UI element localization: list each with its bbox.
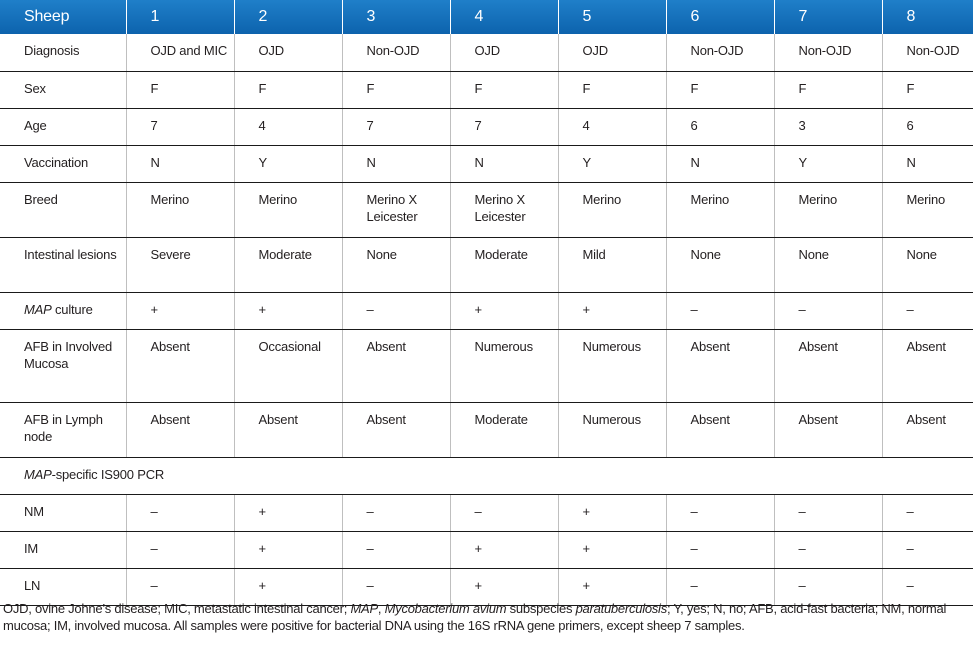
table-cell: Merino bbox=[234, 182, 342, 237]
table-cell: + bbox=[558, 292, 666, 329]
table-header-row bbox=[0, 0, 973, 34]
table-cell: None bbox=[342, 237, 450, 292]
table-cell: N bbox=[126, 145, 234, 182]
table-cell: Absent bbox=[126, 329, 234, 402]
table-cell: F bbox=[450, 71, 558, 108]
table-cell: F bbox=[234, 71, 342, 108]
table-row-diagnosis bbox=[0, 34, 973, 71]
table-cell: – bbox=[126, 494, 234, 531]
table-cell: None bbox=[774, 237, 882, 292]
table-cell: – bbox=[882, 292, 973, 329]
table-cell: – bbox=[774, 531, 882, 568]
footnote-species: Mycobacterium avium bbox=[384, 601, 507, 616]
pcr-title-rest: -specific IS900 PCR bbox=[51, 466, 165, 482]
table-cell: – bbox=[774, 292, 882, 329]
table-cell: F bbox=[558, 71, 666, 108]
table-row-sex bbox=[0, 71, 973, 108]
row-label: Vaccination bbox=[0, 145, 126, 182]
table-cell: – bbox=[882, 568, 973, 605]
table-cell: – bbox=[666, 568, 774, 605]
header-sheep-6: 6 bbox=[666, 0, 774, 34]
row-label-italic: MAP bbox=[24, 301, 52, 317]
table-cell: Absent bbox=[666, 329, 774, 402]
table-cell: Merino bbox=[882, 182, 973, 237]
table-cell: + bbox=[234, 568, 342, 605]
table-cell: Absent bbox=[234, 402, 342, 457]
row-label: AFB in Involved Mucosa bbox=[0, 329, 126, 402]
table-cell: OJD bbox=[558, 34, 666, 71]
table-cell: Numerous bbox=[558, 402, 666, 457]
row-label-rest: culture bbox=[51, 301, 93, 317]
table-cell: 3 bbox=[774, 108, 882, 145]
table-cell: – bbox=[342, 568, 450, 605]
table-cell: Merino X Leicester bbox=[450, 182, 558, 237]
table-cell: Severe bbox=[126, 237, 234, 292]
table-cell: Absent bbox=[882, 402, 973, 457]
table-cell: Mild bbox=[558, 237, 666, 292]
table-cell: OJD bbox=[234, 34, 342, 71]
header-sheep-5: 5 bbox=[558, 0, 666, 34]
table-cell: – bbox=[126, 531, 234, 568]
header-sheep-4: 4 bbox=[450, 0, 558, 34]
table-cell: 7 bbox=[450, 108, 558, 145]
table-cell: – bbox=[342, 494, 450, 531]
table-cell: + bbox=[450, 531, 558, 568]
footnote-part2: , bbox=[377, 601, 385, 616]
table-cell: Merino X Leicester bbox=[342, 182, 450, 237]
pcr-section-title bbox=[0, 457, 973, 494]
row-label: Diagnosis bbox=[0, 34, 126, 71]
table-cell: – bbox=[342, 292, 450, 329]
table-row-vaccination bbox=[0, 145, 973, 182]
table-cell: 7 bbox=[342, 108, 450, 145]
table-cell: 6 bbox=[882, 108, 973, 145]
table-cell: F bbox=[666, 71, 774, 108]
table-cell: N bbox=[882, 145, 973, 182]
table-cell: + bbox=[126, 292, 234, 329]
footnote-part3: subspecies bbox=[506, 601, 576, 616]
table-cell: Absent bbox=[882, 329, 973, 402]
table-cell: Y bbox=[234, 145, 342, 182]
table-cell: + bbox=[558, 531, 666, 568]
table-cell: Numerous bbox=[450, 329, 558, 402]
table-cell: 6 bbox=[666, 108, 774, 145]
table-cell: Absent bbox=[126, 402, 234, 457]
row-label: Sex bbox=[0, 71, 126, 108]
row-label: NM bbox=[0, 494, 126, 531]
header-sheep-7: 7 bbox=[774, 0, 882, 34]
table-cell: Merino bbox=[774, 182, 882, 237]
table-cell: None bbox=[882, 237, 973, 292]
header-label: Sheep bbox=[0, 0, 126, 34]
footnote-part4: ; Y, yes; N, no; AFB, acid-fast bacteria; NM, normal mucosa; IM, involved mucosa. All samples were positive for bacterial DNA using the 16S rRNA gene primers, except sheep 7 samples. bbox=[3, 601, 947, 633]
header-sheep-3: 3 bbox=[342, 0, 450, 34]
table-cell: Non-OJD bbox=[342, 34, 450, 71]
table-cell: F bbox=[126, 71, 234, 108]
table-cell: + bbox=[450, 568, 558, 605]
table-cell: Non-OJD bbox=[882, 34, 973, 71]
table-cell: OJD bbox=[450, 34, 558, 71]
table-cell: F bbox=[882, 71, 973, 108]
table-cell: Merino bbox=[126, 182, 234, 237]
table-cell: – bbox=[774, 568, 882, 605]
table-cell: N bbox=[450, 145, 558, 182]
table-cell: Moderate bbox=[450, 237, 558, 292]
table-cell: – bbox=[882, 494, 973, 531]
table-cell: – bbox=[882, 531, 973, 568]
table-cell: 4 bbox=[558, 108, 666, 145]
table-row-nm bbox=[0, 494, 973, 531]
table-cell: – bbox=[666, 494, 774, 531]
table-row-afb-lymph-node bbox=[0, 402, 973, 457]
row-label: Breed bbox=[0, 182, 126, 237]
table-cell: + bbox=[234, 531, 342, 568]
table-cell: + bbox=[234, 494, 342, 531]
footnote-map-abbr: MAP bbox=[350, 601, 378, 616]
table-cell: 4 bbox=[234, 108, 342, 145]
table-cell: + bbox=[450, 292, 558, 329]
table-cell: Y bbox=[774, 145, 882, 182]
table-row-im bbox=[0, 531, 973, 568]
row-label: LN bbox=[0, 568, 126, 605]
table-cell: Absent bbox=[342, 402, 450, 457]
table-row-age bbox=[0, 108, 973, 145]
table-row-afb-involved-mucosa bbox=[0, 329, 973, 402]
row-label bbox=[0, 292, 126, 329]
table-cell: Merino bbox=[558, 182, 666, 237]
table-cell: + bbox=[558, 494, 666, 531]
table-cell: – bbox=[774, 494, 882, 531]
row-label: Intestinal lesions bbox=[0, 237, 126, 292]
table-cell: – bbox=[666, 531, 774, 568]
footnote-subspecies: paratuberculosis bbox=[575, 601, 667, 616]
table-cell: Absent bbox=[774, 402, 882, 457]
table-cell: None bbox=[666, 237, 774, 292]
pcr-title-italic: MAP bbox=[24, 466, 52, 482]
table-cell: 7 bbox=[126, 108, 234, 145]
header-sheep-1: 1 bbox=[126, 0, 234, 34]
table-row-map-culture bbox=[0, 292, 973, 329]
table-cell: OJD and MIC bbox=[126, 34, 234, 71]
footnote-part1: OJD, ovine Johne’s disease; MIC, metastatic intestinal cancer; bbox=[3, 601, 351, 616]
table-footnote bbox=[3, 600, 971, 634]
table-cell: N bbox=[342, 145, 450, 182]
table-cell: Merino bbox=[666, 182, 774, 237]
table-cell: F bbox=[774, 71, 882, 108]
table-cell: – bbox=[126, 568, 234, 605]
table-cell: Absent bbox=[774, 329, 882, 402]
table-row-pcr-header bbox=[0, 457, 973, 494]
table-cell: – bbox=[666, 292, 774, 329]
row-label: Age bbox=[0, 108, 126, 145]
header-sheep-8: 8 bbox=[882, 0, 973, 34]
table-cell: Moderate bbox=[450, 402, 558, 457]
table-cell: + bbox=[234, 292, 342, 329]
table-row-intestinal-lesions bbox=[0, 237, 973, 292]
table-cell: – bbox=[342, 531, 450, 568]
table-row-breed bbox=[0, 182, 973, 237]
table-cell: Y bbox=[558, 145, 666, 182]
table-cell: Moderate bbox=[234, 237, 342, 292]
table-cell: Absent bbox=[666, 402, 774, 457]
table-cell: Non-OJD bbox=[666, 34, 774, 71]
table-cell: F bbox=[342, 71, 450, 108]
table-cell: Absent bbox=[342, 329, 450, 402]
header-sheep-2: 2 bbox=[234, 0, 342, 34]
table-cell: – bbox=[450, 494, 558, 531]
table-cell: Non-OJD bbox=[774, 34, 882, 71]
row-label: AFB in Lymph node bbox=[0, 402, 126, 457]
row-label: IM bbox=[0, 531, 126, 568]
table-cell: N bbox=[666, 145, 774, 182]
table-cell: Numerous bbox=[558, 329, 666, 402]
table-cell: + bbox=[558, 568, 666, 605]
table-cell: Occasional bbox=[234, 329, 342, 402]
